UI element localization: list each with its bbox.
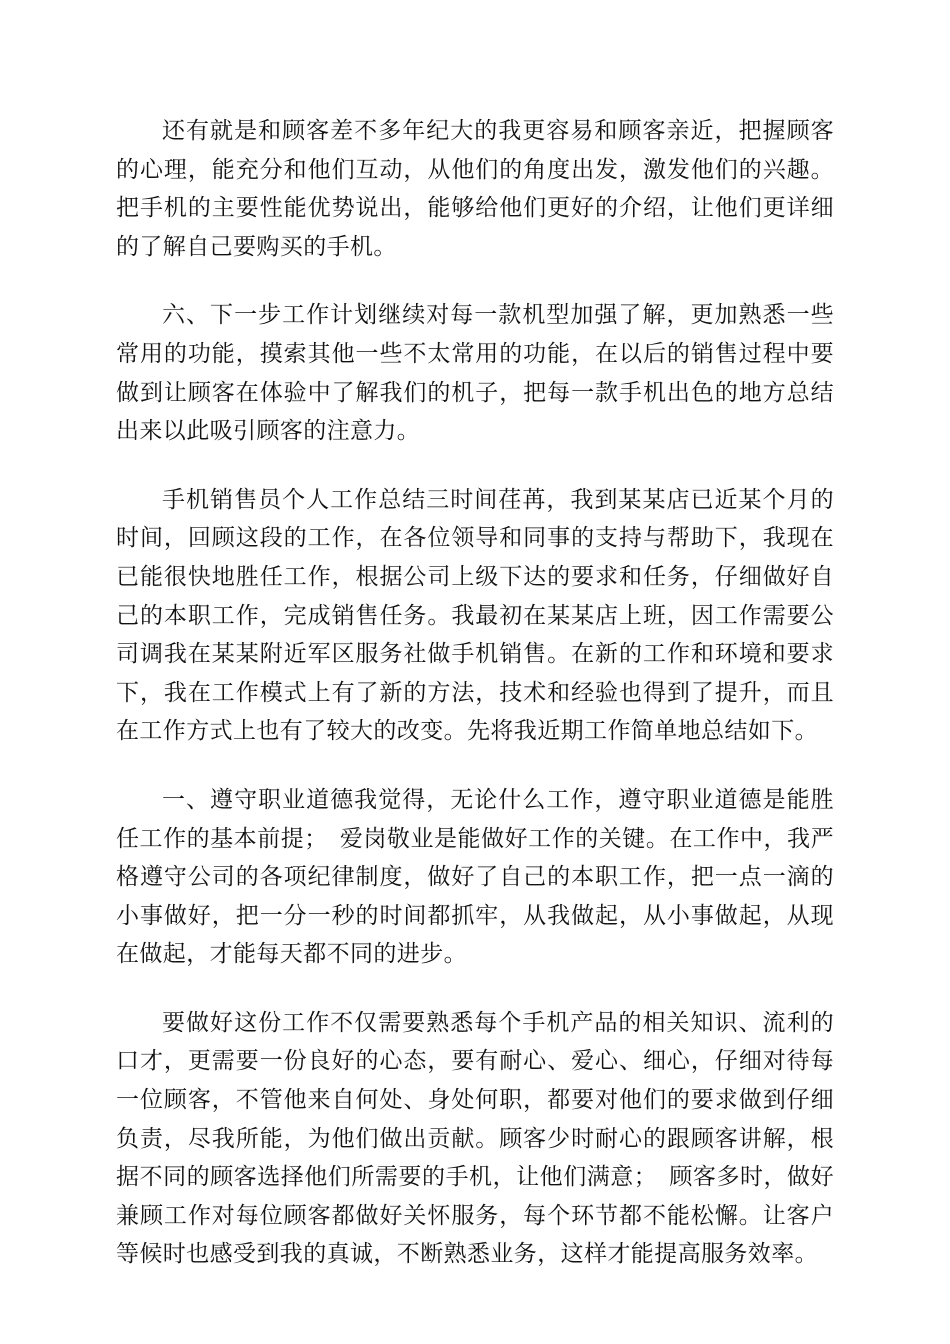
- paragraph-approach: 还有就是和顾客差不多年纪大的我更容易和顾客亲近，把握顾客的心理，能充分和他们互动，从他们的角度出发，激发他们的兴趣。把手机的主要性能优势说出，能够给他们更好的介绍，让他们更详细的了解自己要购买的手机。: [116, 118, 834, 260]
- document-page: [116, 112, 834, 1304]
- paragraph-next-step-plan: 六、下一步工作计划继续对每一款机型加强了解，更加熟悉一些常用的功能，摸索其他一些不太常用的功能，在以后的销售过程中要做到让顾客在体验中了解我们的机子，把每一款手机出色的地方总结出来以此吸引顾客的注意力。: [116, 302, 834, 445]
- paragraph-service-attitude: 要做好这份工作不仅需要熟悉每个手机产品的相关知识、流利的口才，更需要一份良好的心态，要有耐心、爱心、细心，仔细对待每一位顾客，不管他来自何处、身处何职，都要对他们的要求做到仔细负责，尽我所能，为他们做出贡献。顾客少时耐心的跟顾客讲解，根据不同的顾客选择他们所需要的手机，让他们满意； 顾客多时，做好兼顾工作对每位顾客都做好关怀服务，每个环节都不能松懈。让客户等候时也感受到我的真诚，不断熟悉业务，这样才能提高服务效率。: [116, 1009, 834, 1268]
- paragraph-professional-ethics: 一、遵守职业道德我觉得，无论什么工作，遵守职业道德是能胜任工作的基本前提； 爱岗敬业是能做好工作的关键。在工作中，我严格遵守公司的各项纪律制度，做好了自己的本职工作，把一点一滴的小事做好，把一分一秒的时间都抓牢，从我做起，从小事做起，从现在做起，才能每天都不同的进步。: [116, 786, 834, 968]
- paragraph-summary-three-intro: 手机销售员个人工作总结三时间荏苒，我到某某店已近某个月的时间，回顾这段的工作，在各位领导和同事的支持与帮助下，我现在已能很快地胜任工作，根据公司上级下达的要求和任务，仔细做好自己的本职工作，完成销售任务。我最初在某某店上班，因工作需要公司调我在某某附近军区服务社做手机销售。在新的工作和环境和要求下，我在工作模式上有了新的方法，技术和经验也得到了提升，而且在工作方式上也有了较大的改变。先将我近期工作简单地总结如下。: [116, 486, 834, 745]
